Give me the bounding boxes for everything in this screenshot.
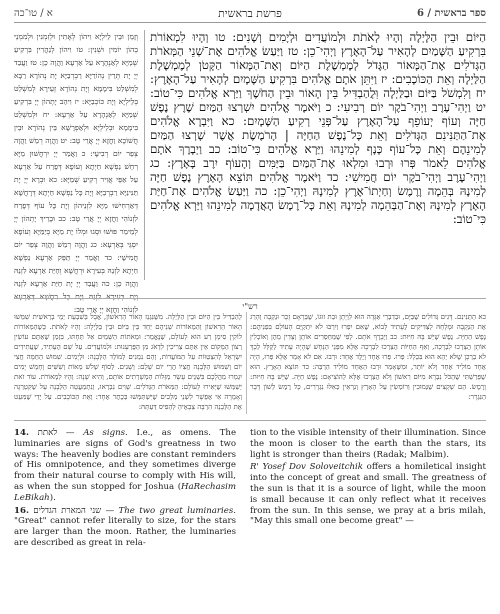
note-homiletic [250, 462, 486, 527]
section-divider [14, 298, 486, 299]
rashi-heading: רש"י [242, 302, 258, 311]
commentary-left: לְהַבְדִּיל בֵּין הַיּוֹם וּבֵין הַלַּיְלָה. מִשֶּׁנִּגְנַז הָאוֹר הָרִאשׁוֹן, אֲבָל בְּשִׁבְעַת יְמֵי בְרֵאשִׁית שִׁמְּשׁוּ הָאוֹר הָרִאשׁוֹן וְהַמְּאוֹרוֹת שְׁנֵיהֶם יַחַד בֵּין בַּיּוֹם וּבֵין בַּלַּיְלָה: וְהָיוּ לְאֹתֹת. כְּשֶׁהַמְּאוֹרוֹת לוֹקִין סִימָן רַע הוּא לָעוֹלָם, שֶׁנֶּאֱמַר: וּמֵאֹתוֹת הַשָּׁמַיִם אַל תֵּחָתּוּ, בִּזְמַן שֶׁאַתֶּם עוֹשִׂין רְצוֹן הַמָּקוֹם אֵין אַתֶּם צְרִיכִין לִדְאֹג מִן הַפֻּרְעָנוּת: וּלְמוֹעֲדִים. עַל שֵׁם הֶעָתִיד, שֶׁעֲתִידִים יִשְׂרָאֵל לְהִצְטַוּוֹת עַל הַמּוֹעֲדוֹת, וְהֵם נִמְנִים לְמוֹלַד הַלְּבָנָה: וּלְיָמִים. שִׁמּוּשׁ הַחַמָּה חֲצִי יוֹם וְשִׁמּוּשׁ הַלְּבָנָה חֲצִיוֹ הֲרֵי יוֹם שָׁלֵם: וְשָׁנִים. לְסוֹף שְׁלֹשׁ מֵאוֹת וְשִׁשִּׁים וְחָמֵשׁ יָמִים יִגְמְרוּ מַהֲלָכָם בִּשְׁנֵים עָשָׂר מַזָּלוֹת הַמְשָׁרְתִים אוֹתָם, וְהִיא שָׁנָה: וְהָיוּ לִמְאוֹרֹת. עוֹד זֹאת יְשַׁמְּשׁוּ שֶׁיָּאִירוּ לָעוֹלָם: הַמְּאֹרֹת הַגְּדֹלִים. שָׁוִים נִבְרְאוּ, וְנִתְמַעֲטָה הַלְּבָנָה עַל שֶׁקִּטְרְגָה וְאָמְרָה אִי אֶפְשָׁר לִשְׁנֵי מְלָכִים שֶׁיִּשְׁתַּמְּשׁוּ בְּכֶתֶר אֶחָד: וְאֵת הַכּוֹכָבִים. עַל יְדֵי שֶׁמִּעֵט אֶת הַלְּבָנָה הִרְבָּה צְבָאֶיהָ לְהָפִיס דַּעְתָּהּ: [14, 313, 242, 411]
targum-column: וְזָמֵן וּבֵין לֵילְיָא וִיהוֹן לְאָתִין וּלְזִמְנִין וּלְמִמְנֵי בְהוֹן יוֹמִין וּשְׁנִין: טו וִיהוֹן לְנַהֲרִין בִּרְקִיעַ שְׁמַיָּא לְאַנְהָרָא עַל אַרְעָא וַהֲוָה כֵן: טז וַעֲבַד יְיָ יָת תְּרֵין נְהוֹרַיָּא רַבְרְבַיָּא יָת נְהוֹרָא רַבָּא לְמִשְׁלַט בִּימָמָא וְיָת נְהוֹרָא זְעֵירָא לְמִשְׁלַט בְּלֵילְיָא וְיָת כּוֹכְבַיָּא: יז וִיהַב יָתְהוֹן יְיָ בִּרְקִיעַ שְׁמַיָּא לְאַנְהָרָא עַל אַרְעָא: יח וּלְמִשְׁלַט בִּימָמָא וּבְלֵילְיָא וּלְאַפְרָשָׁא בֵּין נְהוֹרָא וּבֵין חֲשׁוֹכָא וַחֲזָא יְיָ אֲרֵי טָב: יט וַהֲוָה רְמַשׁ וַהֲוָה צְפַר יוֹם רְבִיעָי: כ וַאֲמַר יְיָ יִרְחֲשׁוּן מַיָּא רְחֵשׁ נַפְשָׁא חַיְתָא וְעוֹפָא דְּפָרַח עַל אַרְעָא עַל אַפֵּי אֲוִיר רְקִיעַ שְׁמַיָּא: כא וּבְרָא יְיָ יָת תַּנִּינַיָּא רַבְרְבַיָּא וְיָת כָּל נַפְשָׁא חַיְתָא דְּרָחֲשָׁא דְּאַרְחִישׁוּ מַיָּא לִזְנֵיהוֹן וְיָת כָּל עוֹף דְּפָרַח לִזְנוֹהִי וַחֲזָא יְיָ אֲרֵי טָב: כב וּבָרֵיךְ יָתְהוֹן יְיָ לְמֵימַר פּוּשׁוּ וּסְגוּ וּמְלוֹ יָת מַיָּא בְּיַמַּיָּא וְעוֹפָא יִסְגֵּי בְּאַרְעָא: כג וַהֲוָה רְמַשׁ וַהֲוָה צְפַר יוֹם חֲמִישָׁי: כד וַאֲמַר יְיָ תַּפֵּק אַרְעָא נַפְשָׁא חַיְתָא לִזְנַהּ בְּעִירָא וּרְחֲשָׁא וְחַיַּת אַרְעָא לִזְנַהּ וַהֲוָה כֵן: כה וַעֲבַד יְיָ יָת חַיַּת אַרְעָא לִזְנַהּ וְיָת בְּעִירָא לִזְנַהּ וְיָת כָּל רִחֲשָׁא דְּאַרְעָא לִזְנוֹהִי וַחֲזָא יְיָ אֲרֵי טָב: [14, 32, 138, 314]
note-body: I.e., as omens. The luminaries are signs of God's greatness in two ways: The heavenly bodies are constant reminders of His omnipotence, and they sometimes diverge from their natural course to comply with His will, as when the sun stopped for Joshua ( [14, 428, 237, 492]
english-notes-left [14, 428, 236, 610]
note-number: 14. [14, 428, 29, 438]
header-divider [14, 22, 486, 23]
column-divider [144, 30, 145, 280]
header-parsha-title: פרשת בראשית [218, 7, 282, 20]
notes-divider [14, 420, 486, 421]
note-term: As signs. [83, 428, 128, 438]
torah-text: הַיּוֹם וּבֵין הַלָּיְלָה וְהָיוּ לְאֹתֹת וּלְמוֹעֲדִים וּלְיָמִים וְשָׁנִים: טו וְהָיוּ לִמְאוֹרֹת בִּרְקִיעַ הַשָּׁמַיִם לְהָאִיר עַל־הָאָרֶץ וַיְהִי־כֵן: טז וַיַּעַשׂ אֱלֹהִים אֶת־שְׁנֵי הַמְּאֹרֹת הַגְּדֹלִים אֶת־הַמָּאוֹר הַגָּדֹל לְמֶמְשֶׁלֶת הַיּוֹם וְאֶת־הַמָּאוֹר הַקָּטֹן לְמֶמְשֶׁלֶת הַלַּיְלָה וְאֵת הַכּוֹכָבִים: יז וַיִּתֵּן אֹתָם אֱלֹהִים בִּרְקִיעַ הַשָּׁמָיִם לְהָאִיר עַל־הָאָרֶץ: יח וְלִמְשֹׁל בַּיּוֹם וּבַלַּיְלָה וּֽלֲהַבְדִּיל בֵּין הָאוֹר וּבֵין הַחֹשֶׁךְ וַיַּרְא אֱלֹהִים כִּי־טוֹב: יט וַיְהִי־עֶרֶב וַיְהִי־בֹקֶר יוֹם רְבִיעִי: כ וַיֹּאמֶר אֱלֹהִים יִשְׁרְצוּ הַמַּיִם שֶׁרֶץ נֶפֶשׁ חַיָּה וְעוֹף יְעוֹפֵף עַל־הָאָרֶץ עַל־פְּנֵי רְקִיעַ הַשָּׁמָיִם: כא וַיִּבְרָא אֱלֹהִים אֶת־הַתַּנִּינִם הַגְּדֹלִים וְאֵת כָּל־נֶפֶשׁ הַחַיָּה | הָרֹמֶשֶׂת אֲשֶׁר שָׁרְצוּ הַמַּיִם לְמִינֵהֶם וְאֵת כָּל־עוֹף כָּנָף לְמִינֵהוּ וַיַּרְא אֱלֹהִים כִּי־טוֹב: כב וַיְבָרֶךְ אֹתָם אֱלֹהִים לֵאמֹר פְּרוּ וּרְבוּ וּמִלְאוּ אֶת־הַמַּיִם בַּיַּמִּים וְהָעוֹף יִרֶב בָּאָרֶץ: כג וַיְהִי־עֶרֶב וַיְהִי־בֹקֶר יוֹם חֲמִישִׁי: כד וַיֹּאמֶר אֱלֹהִים תּוֹצֵא הָאָרֶץ נֶפֶשׁ חַיָּה לְמִינָהּ בְּהֵמָה וָרֶמֶשׂ וְחַיְתוֹ־אֶרֶץ לְמִינָהּ וַיְהִי־כֵן: כה וַיַּעַשׂ אֱלֹהִים אֶת־חַיַּת הָאָרֶץ לְמִינָהּ וְאֶת־הַבְּהֵמָה לְמִינָהּ וְאֵת כָּל־רֶמֶשׂ הָאֲדָמָה לְמִינֵהוּ וַיַּרְא אֱלֹהִים כִּי־טוֹב: [150, 30, 486, 226]
commentary-right: כא הַתַּנִּינִם. דָּגִים גְּדוֹלִים שֶׁבַּיָּם, וּבְדִבְרֵי אַגָּדָה הוּא לִוְיָתָן וּבַת זוּגוֹ, שֶׁבְּרָאָם זָכָר וּנְקֵבָה וְהָרַג אֶת הַנְּקֵבָה וּמְלָחָהּ לַצַּדִּיקִים לֶעָתִיד לָבוֹא, שֶׁאִם יִפְרוּ וְיִרְבּוּ לֹא יִתְקַיֵּם הָעוֹלָם בִּפְנֵיהֶם: נֶפֶשׁ הַחַיָּה. נֶפֶשׁ שֶׁיֵּשׁ בָּהּ חִיּוּת: כב וַיְבָרֶךְ אֹתָם. לְפִי שֶׁמְּחַסְּרִים אוֹתָן וְצָדִין מֵהֶן וְאוֹכְלִין אוֹתָן הֻצְרְכוּ לִבְרָכָה, וְאַף הַחַיּוֹת הֻצְרְכוּ לִבְרָכָה אֶלָּא מִפְּנֵי הַנָּחָשׁ שֶׁהָיָה עָתִיד לְקַלֵּל לְכָךְ לֹא בֵרְכָן שֶׁלֹּא יְהֵא הוּא בִּכְלָל: פְּרוּ. פְּרוּ אֶחָד וְיֶלֶד אֶחָד: וּרְבוּ. אִם לֹא אָמַר אֶלָּא פְּרוּ, הָיָה אֶחָד מוֹלִיד אֶחָד וְלֹא יוֹתֵר, וּמִשֶּׁאָמַר וּרְבוּ הָאֶחָד מוֹלִיד הַרְבֵּה: כד תּוֹצֵא הָאָרֶץ. הוּא שֶׁפֵּרַשְׁתִּי שֶׁהַכֹּל נִבְרָא מִיּוֹם רִאשׁוֹן וְלֹא הֻצְרְכוּ אֶלָּא לְהוֹצִיאָם: נֶפֶשׁ חַיָּה. שֶׁיֵּשׁ בָּהּ חִיּוּת: וָרֶמֶשׂ. הֵם שְׁקָצִים שֶׁנְּמוּכִין וְרוֹמְשִׂין עַל הָאָרֶץ וְנִרְאִין כְּאִלּוּ נִגְרָרִים, כָּל רֶמֶשׂ לְשׁוֹן דָּבָר הַנִּגְרָר: [250, 313, 486, 401]
note-lemma: לאתת — [37, 428, 75, 438]
note-author: R' Yosef Dov Soloveitchik [250, 462, 363, 473]
english-notes-right [250, 428, 486, 610]
commentary-divider [246, 312, 247, 414]
note-continuation: tion to the visible intensity of their illumination. Since the moon is closer to the earth than the stars, its light is stronger than theirs (Radak; Malbim). [250, 428, 486, 460]
page-header [14, 6, 486, 22]
note-homiletic-body: offers a homiletical insight into the concept of great and small. The greatness of the sun is that it is a source of light, while the moon is small because it can only reflect what it receives from the sun. In this sense, we pray at a bris milah, "May this small one become great" — [250, 462, 486, 527]
header-chapter-range: א / טו־כה [14, 8, 53, 19]
note-term: The two great luminaries. [118, 505, 237, 516]
note-16 [14, 506, 236, 549]
note-14: 14. לאתת — As signs. I.e., as omens. The luminaries are signs of God's greatness in two ways: The heavenly bodies are constant reminders of His omnipotence, and they sometimes diverge from their natural course to comply with His will, as when the sun stopped for Joshua (HaRechasim LeBikah). [14, 428, 237, 503]
note-citation: HaRechasim LeBikah [14, 481, 236, 503]
note-body: "Great" cannot refer literally to size, for the stars are larger than the moon. Rather, the luminaries are described as great in rela- [14, 516, 236, 548]
header-page-book: 6 / ספר בראשית [416, 8, 486, 19]
note-lemma: שני המארת הגדלים — [33, 505, 115, 516]
note-number: 16. [14, 505, 29, 516]
